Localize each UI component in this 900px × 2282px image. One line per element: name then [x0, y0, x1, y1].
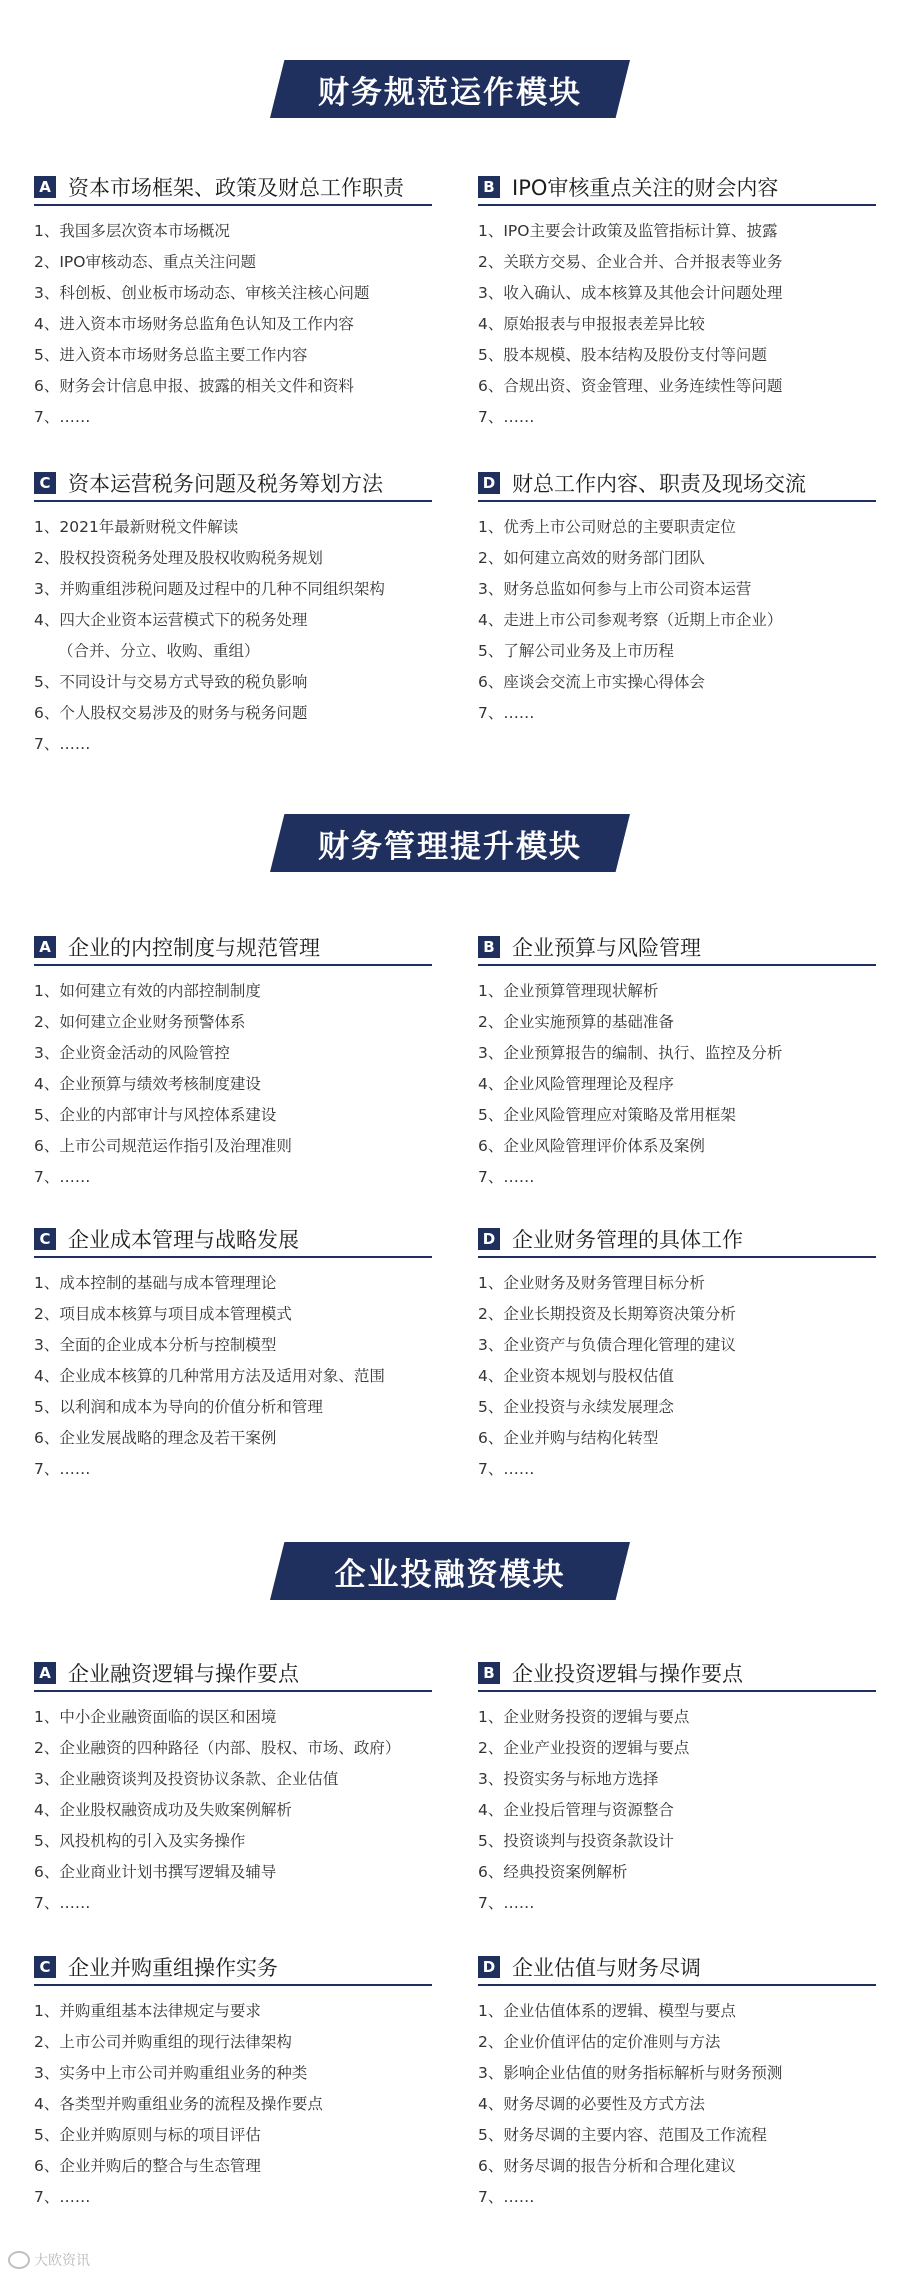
card-header: [34, 1950, 432, 1986]
list-item: 1、成本控制的基础与成本管理理论: [34, 1274, 277, 1292]
card-letter-badge: D: [478, 1228, 500, 1250]
card-header: [34, 1222, 432, 1258]
list-item: 6、座谈会交流上市实操心得体会: [478, 673, 705, 691]
list-item: 3、收入确认、成本核算及其他会计问题处理: [478, 284, 783, 302]
card-letter-badge: C: [34, 472, 56, 494]
card-letter-badge: C: [34, 1956, 56, 1978]
module-banner: [270, 60, 630, 118]
list-item: 3、科创板、创业板市场动态、审核关注核心问题: [34, 284, 370, 302]
list-item: 3、并购重组涉税问题及过程中的几种不同组织架构: [34, 580, 385, 598]
card-header: [478, 466, 876, 502]
card-title: 企业财务管理的具体工作: [512, 1228, 743, 1252]
list-item: 3、影响企业估值的财务指标解析与财务预测: [478, 2064, 783, 2082]
list-item: 5、了解公司业务及上市历程: [478, 642, 674, 660]
list-item: 5、不同设计与交易方式导致的税负影响: [34, 673, 308, 691]
card-title: 企业投资逻辑与操作要点: [512, 1662, 743, 1686]
list-item: 7、……: [478, 704, 535, 722]
list-item: 2、股权投资税务处理及股权收购税务规划: [34, 549, 323, 567]
list-item: 7、……: [34, 1894, 91, 1912]
card-letter-badge: C: [34, 1228, 56, 1250]
list-item: 4、原始报表与申报报表差异比较: [478, 315, 705, 333]
list-item: 7、……: [478, 1894, 535, 1912]
list-item: 3、财务总监如何参与上市公司资本运营: [478, 580, 752, 598]
course-card-d: [478, 1950, 876, 2213]
list-item: 2、如何建立高效的财务部门团队: [478, 549, 705, 567]
card-item-list: [478, 216, 876, 433]
list-item: 6、合规出资、资金管理、业务连续性等问题: [478, 377, 783, 395]
card-item-list: [478, 1268, 876, 1485]
card-header: [478, 1950, 876, 1986]
card-header: [478, 1656, 876, 1692]
card-header: [34, 170, 432, 206]
list-item: 5、企业投资与永续发展理念: [478, 1398, 674, 1416]
list-item: 5、以利润和成本为导向的价值分析和管理: [34, 1398, 323, 1416]
card-letter-badge: B: [478, 936, 500, 958]
list-item: 4、走进上市公司参观考察（近期上市企业）: [478, 611, 783, 629]
list-item: 1、企业估值体系的逻辑、模型与要点: [478, 2002, 736, 2020]
list-item: 4、四大企业资本运营模式下的税务处理: [34, 611, 308, 629]
list-item: 6、经典投资案例解析: [478, 1863, 628, 1881]
card-title: IPO审核重点关注的财会内容: [512, 176, 779, 200]
card-header: [478, 170, 876, 206]
course-card-d: [478, 466, 876, 729]
watermark-text: 大欧资讯: [34, 2253, 90, 2269]
course-card-b: [478, 930, 876, 1193]
list-item: 6、企业并购与结构化转型: [478, 1429, 659, 1447]
course-card-a: [34, 930, 432, 1193]
card-letter-badge: A: [34, 936, 56, 958]
list-item: 3、企业预算报告的编制、执行、监控及分析: [478, 1044, 783, 1062]
list-item: 4、企业资本规划与股权估值: [478, 1367, 674, 1385]
list-item: 7、……: [34, 408, 91, 426]
card-title: 企业并购重组操作实务: [68, 1956, 278, 1980]
list-item: 3、企业资产与负债合理化管理的建议: [478, 1336, 736, 1354]
module-title: 财务规范运作模块: [318, 74, 582, 111]
list-item: 1、企业预算管理现状解析: [478, 982, 659, 1000]
list-item: 3、企业融资谈判及投资协议条款、企业估值: [34, 1770, 339, 1788]
list-item: 2、企业融资的四种路径（内部、股权、市场、政府）: [34, 1739, 401, 1757]
module-title: 企业投融资模块: [334, 1556, 566, 1593]
list-item: 4、进入资本市场财务总监角色认知及工作内容: [34, 315, 354, 333]
card-letter-badge: A: [34, 1662, 56, 1684]
card-header: [34, 1656, 432, 1692]
card-title: 资本市场框架、政策及财总工作职责: [68, 176, 404, 200]
list-item: （合并、分立、收购、重组）: [58, 642, 260, 660]
list-item: 7、……: [34, 2188, 91, 2206]
card-item-list: [478, 512, 876, 729]
card-title: 企业估值与财务尽调: [512, 1956, 701, 1980]
list-item: 2、企业产业投资的逻辑与要点: [478, 1739, 690, 1757]
card-letter-badge: D: [478, 1956, 500, 1978]
list-item: 5、投资谈判与投资条款设计: [478, 1832, 674, 1850]
list-item: 2、关联方交易、企业合并、合并报表等业务: [478, 253, 783, 271]
list-item: 4、企业风险管理理论及程序: [478, 1075, 674, 1093]
card-letter-badge: D: [478, 472, 500, 494]
list-item: 5、风投机构的引入及实务操作: [34, 1832, 246, 1850]
list-item: 5、企业并购原则与标的项目评估: [34, 2126, 261, 2144]
list-item: 3、实务中上市公司并购重组业务的种类: [34, 2064, 308, 2082]
list-item: 1、2021年最新财税文件解读: [34, 518, 239, 536]
card-title: 财总工作内容、职责及现场交流: [512, 472, 806, 496]
list-item: 2、上市公司并购重组的现行法律架构: [34, 2033, 292, 2051]
list-item: 2、如何建立企业财务预警体系: [34, 1013, 246, 1031]
card-letter-badge: B: [478, 176, 500, 198]
card-header: [34, 930, 432, 966]
list-item: 7、……: [34, 735, 91, 753]
list-item: 7、……: [478, 1460, 535, 1478]
course-card-b: [478, 1656, 876, 1919]
list-item: 6、企业发展战略的理念及若干案例: [34, 1429, 277, 1447]
list-item: 7、……: [478, 1168, 535, 1186]
card-item-list: [34, 216, 432, 433]
list-item: 5、企业的内部审计与风控体系建设: [34, 1106, 277, 1124]
list-item: 6、上市公司规范运作指引及治理准则: [34, 1137, 292, 1155]
list-item: 1、中小企业融资面临的误区和困境: [34, 1708, 277, 1726]
list-item: 1、IPO主要会计政策及监管指标计算、披露: [478, 222, 778, 240]
card-item-list: [478, 976, 876, 1193]
list-item: 4、企业股权融资成功及失败案例解析: [34, 1801, 292, 1819]
list-item: 4、企业成本核算的几种常用方法及适用对象、范围: [34, 1367, 385, 1385]
list-item: 2、企业长期投资及长期筹资决策分析: [478, 1305, 736, 1323]
watermark-logo-icon: [8, 2251, 30, 2269]
list-item: 3、全面的企业成本分析与控制模型: [34, 1336, 277, 1354]
list-item: 1、我国多层次资本市场概况: [34, 222, 230, 240]
list-item: 1、如何建立有效的内部控制制度: [34, 982, 261, 1000]
module-banner: [270, 1542, 630, 1600]
module-banner: [270, 814, 630, 872]
list-item: 6、企业并购后的整合与生态管理: [34, 2157, 261, 2175]
card-item-list: [478, 1702, 876, 1919]
list-item: 2、企业价值评估的定价准则与方法: [478, 2033, 721, 2051]
card-item-list: [34, 1702, 432, 1919]
course-card-c: [34, 1222, 432, 1485]
list-item: 6、企业风险管理评价体系及案例: [478, 1137, 705, 1155]
list-item: 1、企业财务及财务管理目标分析: [478, 1274, 705, 1292]
card-title: 企业的内控制度与规范管理: [68, 936, 320, 960]
list-item: 6、企业商业计划书撰写逻辑及辅导: [34, 1863, 277, 1881]
module-title: 财务管理提升模块: [318, 828, 582, 865]
list-item: 7、……: [34, 1460, 91, 1478]
card-title: 企业融资逻辑与操作要点: [68, 1662, 299, 1686]
course-card-d: [478, 1222, 876, 1485]
list-item: 5、财务尽调的主要内容、范围及工作流程: [478, 2126, 767, 2144]
card-header: [478, 930, 876, 966]
list-item: 7、……: [34, 1168, 91, 1186]
list-item: 1、优秀上市公司财总的主要职责定位: [478, 518, 736, 536]
list-item: 2、项目成本核算与项目成本管理模式: [34, 1305, 292, 1323]
list-item: 4、财务尽调的必要性及方式方法: [478, 2095, 705, 2113]
list-item: 7、……: [478, 408, 535, 426]
card-title: 企业成本管理与战略发展: [68, 1228, 299, 1252]
card-item-list: [34, 976, 432, 1193]
list-item: 3、投资实务与标地方选择: [478, 1770, 659, 1788]
list-item: 6、个人股权交易涉及的财务与税务问题: [34, 704, 308, 722]
card-header: [34, 466, 432, 502]
list-item: 3、企业资金活动的风险管控: [34, 1044, 230, 1062]
list-item: 6、财务尽调的报告分析和合理化建议: [478, 2157, 736, 2175]
card-item-list: [34, 512, 432, 760]
card-item-list: [478, 1996, 876, 2213]
card-title: 企业预算与风险管理: [512, 936, 701, 960]
list-item: 7、……: [478, 2188, 535, 2206]
list-item: 4、企业预算与绩效考核制度建设: [34, 1075, 261, 1093]
list-item: 1、并购重组基本法律规定与要求: [34, 2002, 261, 2020]
card-letter-badge: B: [478, 1662, 500, 1684]
card-header: [478, 1222, 876, 1258]
list-item: 4、各类型并购重组业务的流程及操作要点: [34, 2095, 323, 2113]
course-card-a: [34, 1656, 432, 1919]
card-title: 资本运营税务问题及税务筹划方法: [68, 472, 383, 496]
list-item: 5、企业风险管理应对策略及常用框架: [478, 1106, 736, 1124]
list-item: 6、财务会计信息申报、披露的相关文件和资料: [34, 377, 354, 395]
course-card-a: [34, 170, 432, 433]
card-item-list: [34, 1268, 432, 1485]
course-card-b: [478, 170, 876, 433]
card-letter-badge: A: [34, 176, 56, 198]
list-item: 2、IPO审核动态、重点关注问题: [34, 253, 256, 271]
list-item: 2、企业实施预算的基础准备: [478, 1013, 674, 1031]
list-item: 5、进入资本市场财务总监主要工作内容: [34, 346, 308, 364]
card-item-list: [34, 1996, 432, 2213]
course-card-c: [34, 466, 432, 760]
watermark: [8, 2250, 90, 2270]
list-item: 4、企业投后管理与资源整合: [478, 1801, 674, 1819]
list-item: 1、企业财务投资的逻辑与要点: [478, 1708, 690, 1726]
course-card-c: [34, 1950, 432, 2213]
list-item: 5、股本规模、股本结构及股份支付等问题: [478, 346, 767, 364]
